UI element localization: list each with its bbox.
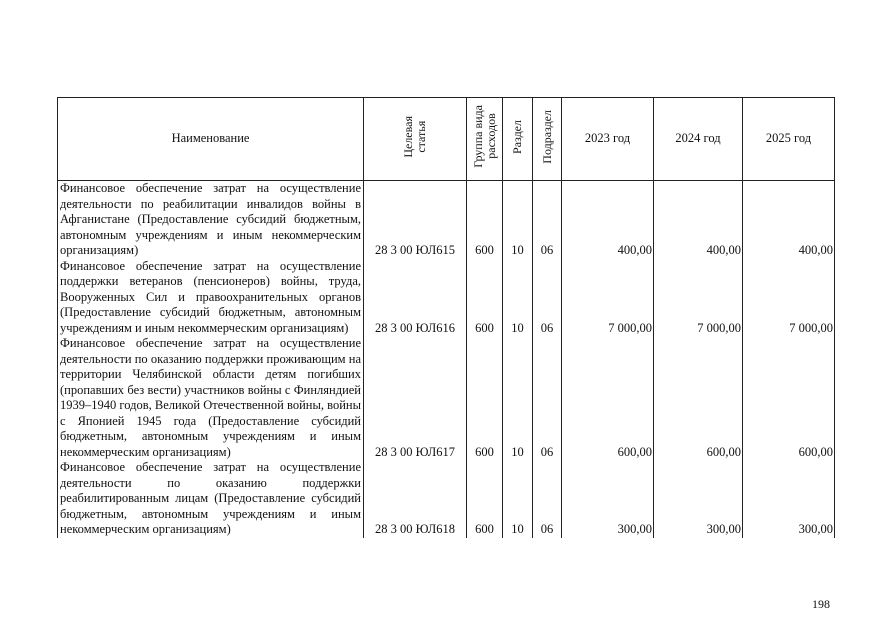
row-group: 600 [467,460,503,538]
header-section [503,98,533,181]
row-2025: 7 000,00 [743,259,835,337]
row-group: 600 [467,259,503,337]
row-2024: 600,00 [654,336,743,460]
row-section: 10 [503,336,533,460]
row-name: Финансовое обеспечение затрат на осуществление поддержки ветеранов (пенсионеров) войны, труда, Вооруженных Сил и правоохранительных органов (Предоставление субсидий бюджетным, автономным учреждениям и иным некоммерческим организациям) [58,259,364,337]
header-target [364,98,467,181]
header-group-label: Группа вида расходов [470,105,498,169]
row-section: 10 [503,460,533,538]
table-row [58,460,835,538]
row-name: Финансовое обеспечение затрат на осуществление деятельности по реабилитации инвалидов войны в Афганистане (Предоставление субсидий бюджетным, автономным учреждениям и иным некоммерческим организациям) [58,181,364,259]
row-2024: 7 000,00 [654,259,743,337]
header-2025: 2025 год [743,98,835,181]
row-subsection: 06 [533,460,562,538]
row-subsection: 06 [533,336,562,460]
header-group [467,98,503,181]
header-target-label: Целевая статья [401,115,428,158]
row-2025: 600,00 [743,336,835,460]
header-2024: 2024 год [654,98,743,181]
row-target: 28 3 00 ЮЛ617 [364,336,467,460]
row-2023: 300,00 [562,460,654,538]
row-2025: 400,00 [743,181,835,259]
row-2023: 7 000,00 [562,259,654,337]
row-section: 10 [503,181,533,259]
row-subsection: 06 [533,259,562,337]
budget-table [57,97,835,538]
row-target: 28 3 00 ЮЛ615 [364,181,467,259]
row-name: Финансовое обеспечение затрат на осуществление деятельности по оказанию поддержки проживающим на территории Челябинской области детям погибших (пропавших без вести) участников войны с Финляндией 1939–1940 годов, Великой Отечественной войны, войны с Японией 1945 года (Предоставление субсидий бюджетным, автономным учреждениям и иным некоммерческим организациям) [58,336,364,460]
header-subsection [533,98,562,181]
row-target: 28 3 00 ЮЛ616 [364,259,467,337]
table-header-row [58,98,835,181]
row-2024: 400,00 [654,181,743,259]
row-target: 28 3 00 ЮЛ618 [364,460,467,538]
row-subsection: 06 [533,181,562,259]
table-row [58,259,835,337]
row-2023: 600,00 [562,336,654,460]
table-row [58,336,835,460]
row-section: 10 [503,259,533,337]
row-group: 600 [467,181,503,259]
row-name: Финансовое обеспечение затрат на осуществление деятельности по оказанию поддержки реабилитированным лицам (Предоставление субсидий бюджетным, автономным учреждениям и иным некоммерческим организациям) [58,460,364,538]
table-row [58,181,835,259]
row-group: 600 [467,336,503,460]
row-2025: 300,00 [743,460,835,538]
header-subsection-label: Подраздел [539,109,554,164]
header-2023: 2023 год [562,98,654,181]
row-2024: 300,00 [654,460,743,538]
header-section-label: Раздел [510,119,524,154]
page-number: 198 [812,597,830,611]
row-2023: 400,00 [562,181,654,259]
header-name: Наименование [58,98,364,181]
